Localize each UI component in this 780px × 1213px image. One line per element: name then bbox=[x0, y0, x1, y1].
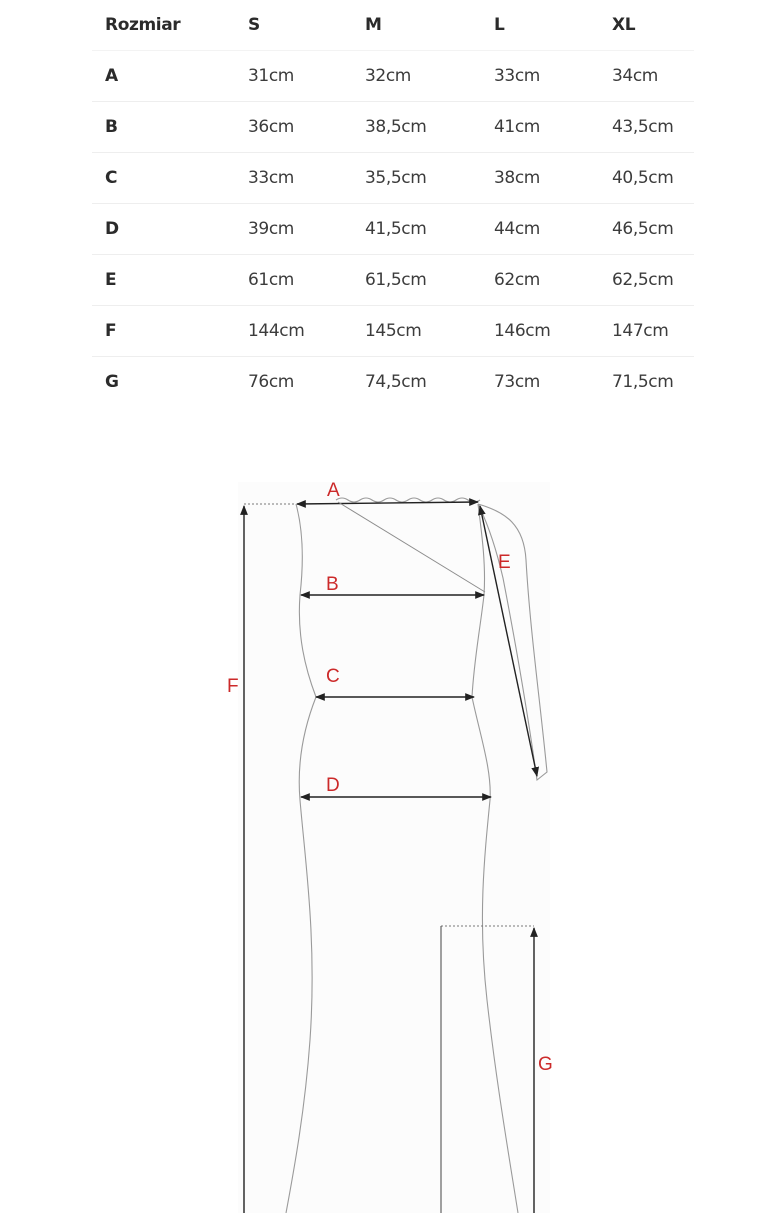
label-a: A bbox=[327, 480, 340, 501]
diagram-background bbox=[238, 482, 550, 1213]
size-chart-table bbox=[92, 0, 694, 407]
table-cell: 34cm bbox=[599, 51, 694, 102]
table-cell: 74,5cm bbox=[365, 372, 427, 392]
table-cell: 44cm bbox=[481, 204, 599, 255]
table-cell: 61cm bbox=[235, 255, 352, 306]
table-row bbox=[92, 255, 694, 306]
table-row bbox=[92, 357, 694, 408]
table-cell: 40,5cm bbox=[599, 153, 694, 204]
table-cell: 35,5cm bbox=[352, 153, 481, 204]
table-row bbox=[92, 51, 694, 102]
table-cell: 144cm bbox=[235, 306, 352, 357]
table-cell: 73cm bbox=[494, 372, 540, 392]
row-label: E bbox=[92, 255, 235, 306]
table-cell: 76cm bbox=[248, 372, 294, 392]
header-l: L bbox=[481, 0, 599, 51]
table-cell: 43,5cm bbox=[599, 102, 694, 153]
table-cell: 31cm bbox=[235, 51, 352, 102]
row-label: D bbox=[92, 204, 235, 255]
table-cell: 33cm bbox=[481, 51, 599, 102]
label-g: G bbox=[538, 1054, 553, 1075]
table-cell: 61,5cm bbox=[352, 255, 481, 306]
table-header-row bbox=[92, 0, 694, 51]
table-cell: 62cm bbox=[481, 255, 599, 306]
table-cell: 46,5cm bbox=[599, 204, 694, 255]
table-cell: 33cm bbox=[235, 153, 352, 204]
table-cell: 147cm bbox=[599, 306, 694, 357]
table-cell: 36cm bbox=[235, 102, 352, 153]
table-cell: 32cm bbox=[352, 51, 481, 102]
table-row bbox=[92, 102, 694, 153]
table-cell: 145cm bbox=[352, 306, 481, 357]
table-row bbox=[92, 204, 694, 255]
row-label: A bbox=[92, 51, 235, 102]
row-label: B bbox=[92, 102, 235, 153]
label-b: B bbox=[326, 574, 339, 595]
dress-diagram-svg bbox=[0, 470, 780, 1213]
row-label: F bbox=[92, 306, 235, 357]
table-cell: 62,5cm bbox=[599, 255, 694, 306]
dress-measurement-diagram bbox=[0, 470, 780, 1213]
label-c: C bbox=[326, 666, 340, 687]
table-cell: 39cm bbox=[235, 204, 352, 255]
label-f: F bbox=[227, 676, 239, 697]
table-cell: 41,5cm bbox=[352, 204, 481, 255]
table-cell: 41cm bbox=[481, 102, 599, 153]
header-s: S bbox=[235, 0, 352, 51]
table-row bbox=[92, 306, 694, 357]
table-cell: 71,5cm bbox=[612, 372, 674, 392]
table-cell: 146cm bbox=[481, 306, 599, 357]
label-d: D bbox=[326, 775, 340, 796]
table-cell: 38,5cm bbox=[352, 102, 481, 153]
row-label: G bbox=[105, 372, 119, 392]
label-e: E bbox=[498, 552, 511, 573]
table-row bbox=[92, 153, 694, 204]
header-m: M bbox=[352, 0, 481, 51]
header-xl: XL bbox=[599, 0, 694, 51]
table-cell: 38cm bbox=[481, 153, 599, 204]
header-size: Rozmiar bbox=[92, 0, 235, 51]
row-label: C bbox=[92, 153, 235, 204]
